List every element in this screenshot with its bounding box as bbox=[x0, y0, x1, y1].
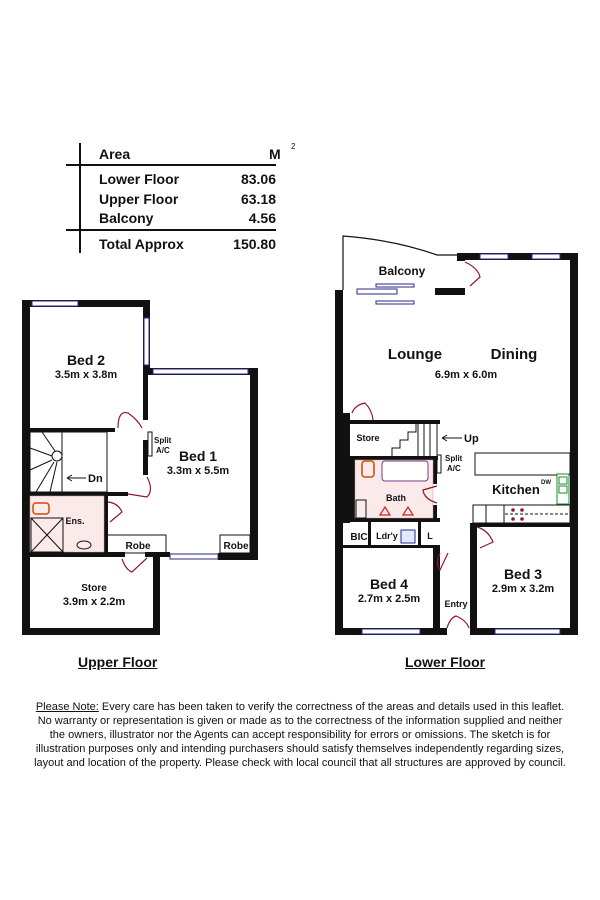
bed2-label: Bed 2 bbox=[66, 352, 106, 368]
split-ac-label: A/C bbox=[156, 446, 170, 455]
bed4-size: 2.7m x 2.5m bbox=[357, 593, 421, 605]
split-ac-label: A/C bbox=[447, 464, 461, 473]
note-line: Every care has been taken to verify the correctness of the areas and details used in this leaflet. bbox=[98, 701, 565, 713]
area-header: Area bbox=[99, 146, 131, 162]
area-row-value: 4.56 bbox=[248, 210, 276, 226]
note-line: layout and location of the property. Please check with local council that all structures are approved by council. bbox=[34, 757, 566, 769]
store-label: Store bbox=[81, 583, 107, 594]
bed1-label: Bed 1 bbox=[178, 448, 218, 464]
bed4-label: Bed 4 bbox=[369, 576, 409, 592]
area-total-label: Total Approx bbox=[99, 236, 184, 252]
lower-floor-title: Lower Floor bbox=[405, 654, 486, 670]
linen-label: L bbox=[427, 531, 433, 541]
area-row-label: Balcony bbox=[99, 210, 154, 226]
split-ac-label: Split bbox=[445, 454, 463, 463]
stairs-up-label: Up bbox=[464, 433, 479, 445]
bed2-size: 3.5m x 3.8m bbox=[54, 369, 118, 381]
dishwasher-label: DW bbox=[541, 480, 551, 486]
balcony-label: Balcony bbox=[378, 264, 426, 278]
note-label: Please Note: bbox=[35, 701, 99, 713]
bed3-label: Bed 3 bbox=[503, 566, 543, 582]
note-line: illustration purposes only and intending purchasers should satisfy themselves independently regarding sizes, bbox=[35, 743, 565, 755]
bed3-size: 2.9m x 3.2m bbox=[491, 583, 555, 595]
note-line: No warranty or representation is given or made as to the correctness of the information supplied and neither bbox=[37, 715, 563, 727]
laundry-label: Ldr'y bbox=[376, 531, 398, 541]
bed1-size: 3.3m x 5.5m bbox=[166, 465, 230, 477]
area-row-value: 83.06 bbox=[240, 171, 276, 187]
bath-label: Bath bbox=[386, 493, 406, 503]
area-row-value: 63.18 bbox=[240, 191, 276, 207]
entry-label: Entry bbox=[444, 599, 468, 609]
store-size: 3.9m x 2.2m bbox=[62, 596, 126, 608]
split-ac-label: Split bbox=[154, 436, 172, 445]
arrow-left-icon bbox=[67, 475, 86, 481]
ensuite-label: Ens. bbox=[65, 516, 85, 526]
bic-label: BIC bbox=[350, 532, 368, 543]
store-label: Store bbox=[356, 433, 380, 443]
kitchen-label: Kitchen bbox=[492, 482, 540, 497]
area-unit: M bbox=[269, 146, 281, 162]
upper-floor-title: Upper Floor bbox=[78, 654, 158, 670]
upper-floor-plan bbox=[22, 300, 258, 635]
area-row-label: Lower Floor bbox=[99, 171, 180, 187]
robe-label: Robe bbox=[223, 541, 249, 552]
stairs bbox=[392, 424, 437, 456]
area-unit-superscript: 2 bbox=[291, 142, 296, 151]
robe-label: Robe bbox=[125, 541, 151, 552]
arrow-left-icon bbox=[442, 435, 462, 441]
area-table bbox=[66, 142, 296, 253]
area-total-value: 150.80 bbox=[233, 236, 276, 252]
dining-label: Dining bbox=[490, 346, 538, 363]
lounge-dining-size: 6.9m x 6.0m bbox=[434, 369, 498, 381]
lower-floor-plan bbox=[335, 236, 578, 635]
disclaimer-note bbox=[10, 700, 590, 770]
area-row-label: Upper Floor bbox=[99, 191, 179, 207]
note-line: the owners, illustrator nor the Agents can accept responsibility for errors or omissions. The sketch is for bbox=[49, 729, 551, 741]
lounge-label: Lounge bbox=[387, 346, 443, 363]
stairs-down-label: Dn bbox=[88, 473, 103, 485]
